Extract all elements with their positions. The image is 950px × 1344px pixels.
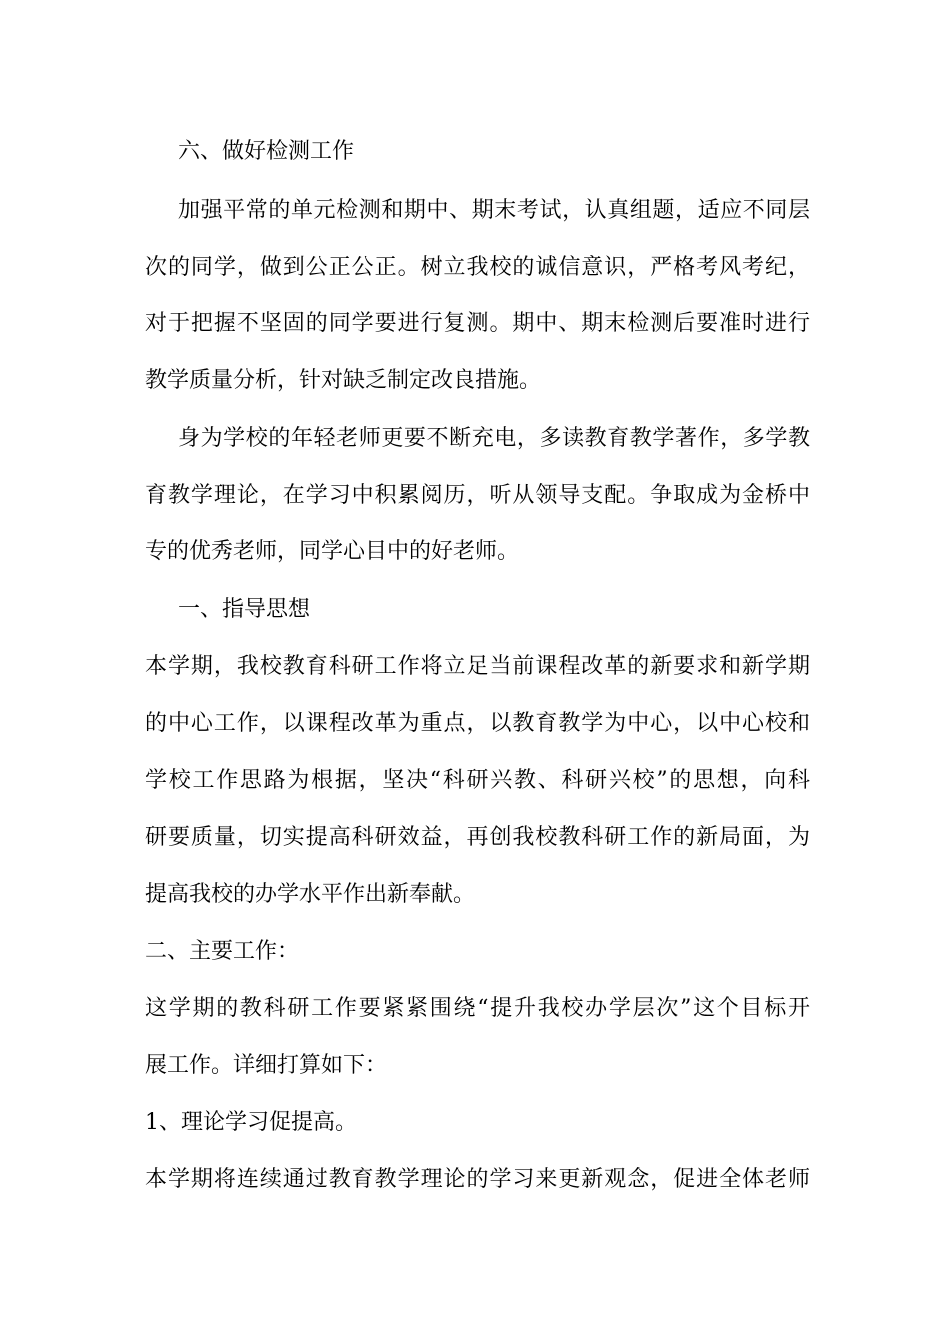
paragraph-line: 展工作。详细打算如下： [145,1053,388,1078]
paragraph-line: 本学期，我校教育科研工作将立足当前课程改革的新要求和新学期 [145,654,810,679]
paragraph-line: 加强平常的单元检测和期中、期末考试，认真组题，适应不同层 [178,198,810,223]
paragraph-line: 这学期的教科研工作要紧紧围绕“提升我校办学层次”这个目标开 [145,996,810,1021]
paragraph-line: 教学质量分析，针对缺乏制定改良措施。 [145,368,542,393]
paragraph-line: 本学期将连续通过教育教学理论的学习来更新观念，促进全体老师 [145,1167,810,1192]
paragraph-line: 提高我校的办学水平作出新奉献。 [145,882,476,907]
paragraph-line: 身为学校的年轻老师更要不断充电，多读教育教学著作，多学教 [178,426,810,451]
paragraph-line: 研要质量，切实提高科研效益，再创我校教科研工作的新局面，为 [145,825,810,850]
paragraph-line: 次的同学，做到公正公正。树立我校的诚信意识，严格考风考纪， [145,255,810,280]
subsection-heading-one: 1、理论学习促提高。 [145,1110,357,1135]
paragraph-line: 对于把握不坚固的同学要进行复测。期中、期末检测后要准时进行 [145,311,810,336]
paragraph-line: 学校工作思路为根据，坚决“科研兴教、科研兴校”的思想，向科 [145,768,810,793]
paragraph-line: 专的优秀老师，同学心目中的好老师。 [145,539,520,564]
section-heading-one: 一、指导思想 [178,597,311,622]
paragraph-line: 的中心工作，以课程改革为重点，以教育教学为中心，以中心校和 [145,711,810,736]
section-heading-six: 六、做好检测工作 [178,139,355,164]
paragraph-line: 育教学理论，在学习中积累阅历，听从领导支配。争取成为金桥中 [145,483,810,508]
section-heading-two: 二、主要工作： [145,939,300,964]
